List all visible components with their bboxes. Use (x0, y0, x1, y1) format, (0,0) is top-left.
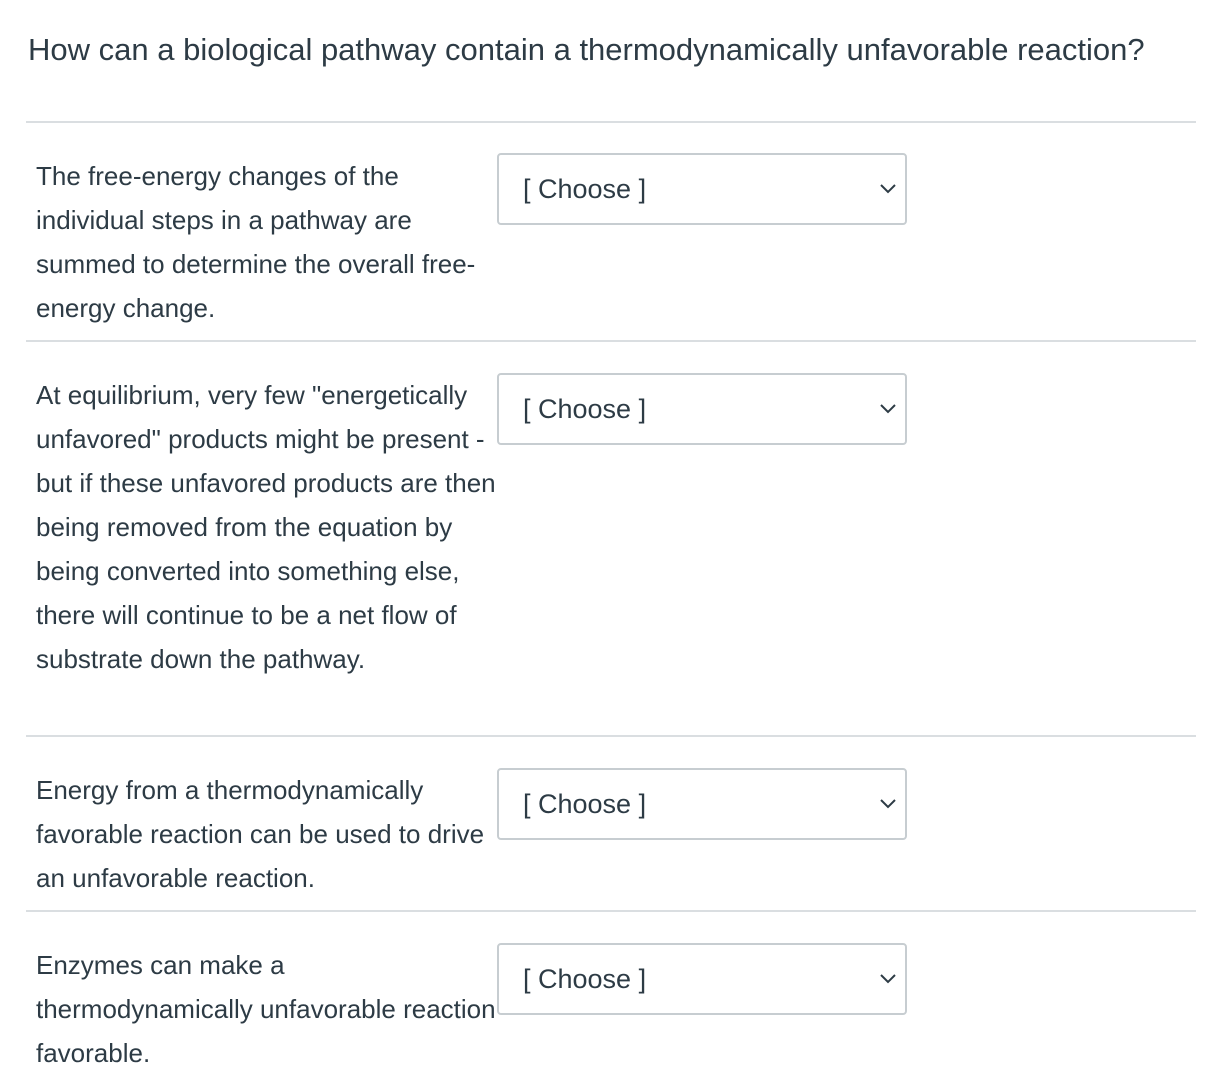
statement-text: At equilibrium, very few "energetically unfavored" products might be present - but if these unfavored products are then being removed from the equation by being converted into something else, there will continue to be a net flow of substrate down the pathway. (36, 380, 496, 674)
statement-text: The free-energy changes of the individual steps in a pathway are summed to determine the overall free-energy change. (36, 161, 476, 323)
chevron-down-icon (879, 180, 897, 198)
chevron-down-icon (879, 400, 897, 418)
statement-text: Energy from a thermodynamically favorable reaction can be used to drive an unfavorable reaction. (36, 775, 485, 893)
question-text: How can a biological pathway contain a thermodynamically unfavorable reaction? (28, 32, 1145, 67)
answer-select-4[interactable] (497, 943, 907, 1015)
divider (26, 910, 1196, 912)
select-value: [ Choose ] (523, 964, 647, 994)
chevron-down-icon (879, 795, 897, 813)
answer-select-3[interactable] (497, 768, 907, 840)
answer-select-2[interactable] (497, 373, 907, 445)
divider (26, 735, 1196, 737)
statement-text: Enzymes can make a thermodynamically unfavorable reaction favorable. (36, 950, 496, 1068)
select-value: [ Choose ] (523, 174, 647, 204)
divider (26, 121, 1196, 123)
answer-select-1[interactable] (497, 153, 907, 225)
chevron-down-icon (879, 970, 897, 988)
select-value: [ Choose ] (523, 394, 647, 424)
divider (26, 340, 1196, 342)
select-value: [ Choose ] (523, 789, 647, 819)
